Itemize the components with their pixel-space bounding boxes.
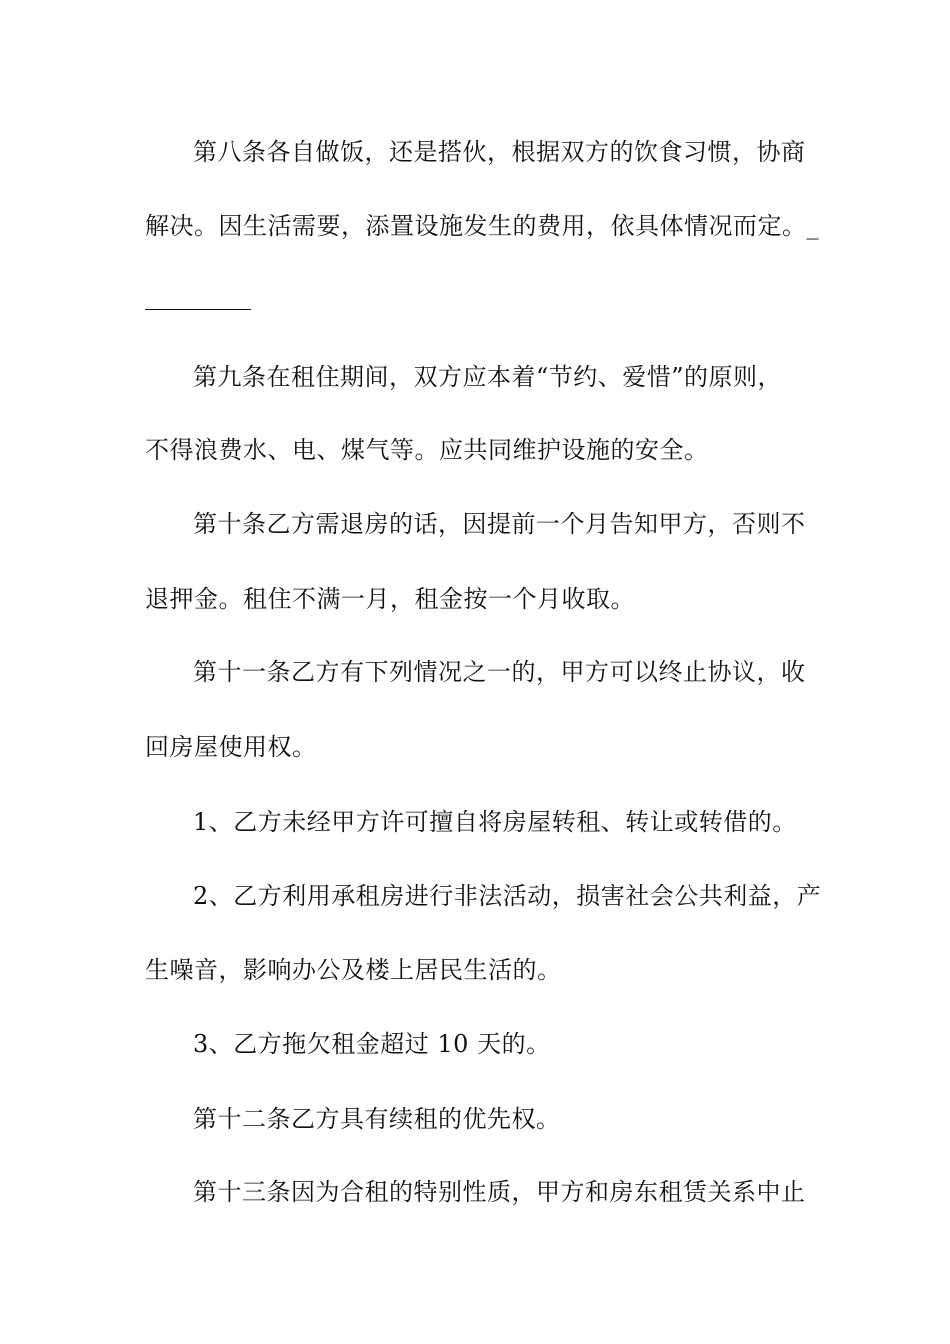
clause-3-line: 3、乙方拖欠租金超过 10 天的。 — [193, 1030, 551, 1058]
article-10-line-1: 第十条乙方需退房的话，因提前一个月告知甲方，否则不 — [193, 510, 806, 538]
article-9-line-1: 第九条在租住期间，双方应本着“节约、爱惜”的原则， — [193, 363, 783, 391]
article-11-line-2: 回房屋使用权。 — [145, 733, 317, 761]
article-11-line-1: 第十一条乙方有下列情况之一的，甲方可以终止协议，收 — [193, 658, 806, 686]
article-8-line-1: 第八条各自做饭，还是搭伙，根据双方的饮食习惯，协商 — [193, 138, 806, 166]
article-8-line-2: 解决。因生活需要，添置设施发生的费用，依具体情况而定。_ — [145, 212, 819, 240]
clause-1-line: 1、乙方未经甲方许可擅自将房屋转租、转让或转借的。 — [193, 808, 797, 836]
article-9-line-2: 不得浪费水、电、煤气等。应共同维护设施的安全。 — [145, 436, 709, 464]
clause-2-line-1: 2、乙方利用承租房进行非法活动，损害社会公共利益，产 — [193, 882, 822, 910]
article-10-line-2: 退押金。租住不满一月，租金按一个月收取。 — [145, 585, 635, 613]
article-13-line-1: 第十三条因为合租的特别性质，甲方和房东租赁关系中止 — [193, 1178, 806, 1206]
blank-fill-line — [145, 309, 251, 310]
article-12-line: 第十二条乙方具有续租的优先权。 — [193, 1105, 561, 1133]
clause-2-line-2: 生噪音，影响办公及楼上居民生活的。 — [145, 956, 562, 984]
